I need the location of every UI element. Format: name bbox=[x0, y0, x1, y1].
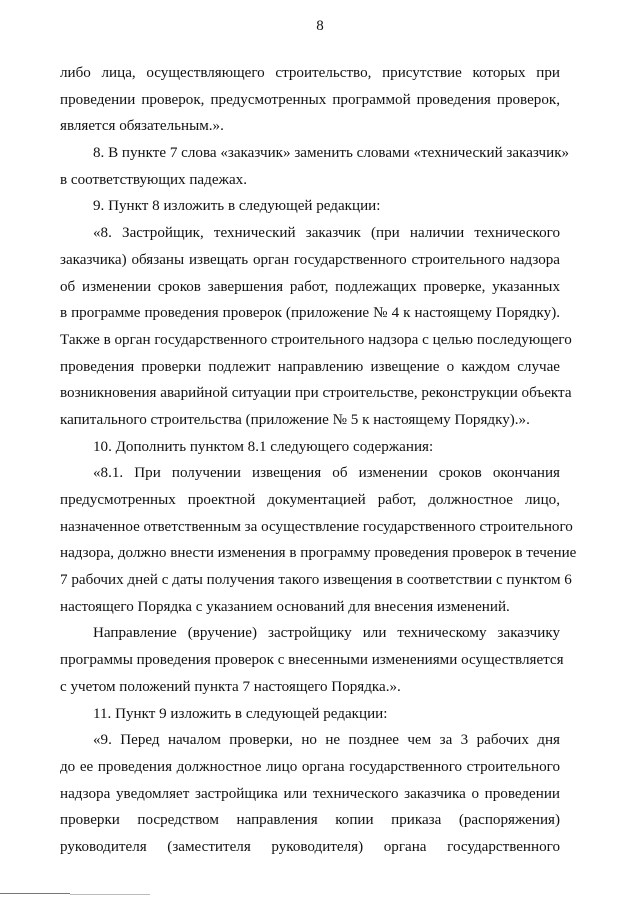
text-line: руководителя (заместителя руководителя) органа государственного bbox=[60, 838, 560, 855]
text-line: Также в орган государственного строительного надзора с целью последующего bbox=[60, 331, 572, 348]
text-line: 9. Пункт 8 изложить в следующей редакции: bbox=[93, 198, 381, 215]
text-line: «8.1. При получении извещения об изменении сроков окончания bbox=[93, 465, 560, 482]
text-line: является обязательным.». bbox=[60, 118, 224, 135]
text-line: возникновения аварийной ситуации при строительстве, реконструкции объекта bbox=[60, 385, 572, 402]
text-line: предусмотренных проектной документацией работ, должностное лицо, bbox=[60, 492, 560, 508]
text-line: проведения проверки подлежит направлению извещение о каждом случае bbox=[60, 358, 560, 375]
text-line: 10. Дополнить пунктом 8.1 следующего содержания: bbox=[93, 438, 434, 455]
text-line: проверки посредством направления копии приказа (распоряжения) bbox=[60, 812, 560, 829]
text-line: капитального строительства (приложение № 5 к настоящему Порядку).». bbox=[60, 411, 530, 428]
scan-artifact-line bbox=[0, 893, 70, 894]
text-line: надзора уведомляет застройщика или технического заказчика о проведении bbox=[60, 785, 560, 802]
text-line: программы проведения проверок с внесенными изменениями осуществляется bbox=[60, 652, 564, 669]
document-body bbox=[60, 60, 577, 861]
text-line: 7 рабочих дней с даты получения такого извещения в соответствии с пунктом 6 bbox=[60, 572, 572, 589]
text-line: проведении проверок, предусмотренных программой проведения проверок, bbox=[60, 91, 560, 108]
text-line: надзора, должно внести изменения в программу проведения проверок в течение bbox=[60, 545, 577, 562]
text-line: настоящего Порядка с указанием оснований для внесения изменений. bbox=[60, 598, 510, 615]
text-line: «8. Застройщик, технический заказчик (при наличии технического bbox=[93, 225, 560, 242]
text-line: 8. В пункте 7 слова «заказчик» заменить словами «технический заказчик» bbox=[93, 145, 570, 162]
text-line: в соответствующих падежах. bbox=[60, 171, 247, 188]
page-number: 8 bbox=[316, 18, 324, 34]
text-line: Направление (вручение) застройщику или техническому заказчику bbox=[93, 625, 560, 642]
text-line: с учетом положений пункта 7 настоящего Порядка.». bbox=[60, 678, 401, 695]
scan-artifact-line bbox=[70, 894, 150, 895]
text-line: 11. Пункт 9 изложить в следующей редакции: bbox=[93, 705, 388, 722]
text-line: заказчика) обязаны извещать орган государственного строительного надзора bbox=[60, 251, 560, 268]
text-line: либо лица, осуществляющего строительство, присутствие которых при bbox=[60, 65, 560, 81]
text-line: в программе проведения проверок (приложение № 4 к настоящему Порядку). bbox=[60, 305, 560, 322]
text-line: назначенное ответственным за осуществление государственного строительного bbox=[60, 518, 573, 535]
text-line: до ее проведения должностное лицо органа государственного строительного bbox=[60, 758, 560, 775]
text-line: «9. Перед началом проверки, но не позднее чем за 3 рабочих дня bbox=[93, 732, 560, 749]
text-line: об изменении сроков завершения работ, подлежащих проверке, указанных bbox=[60, 278, 560, 295]
